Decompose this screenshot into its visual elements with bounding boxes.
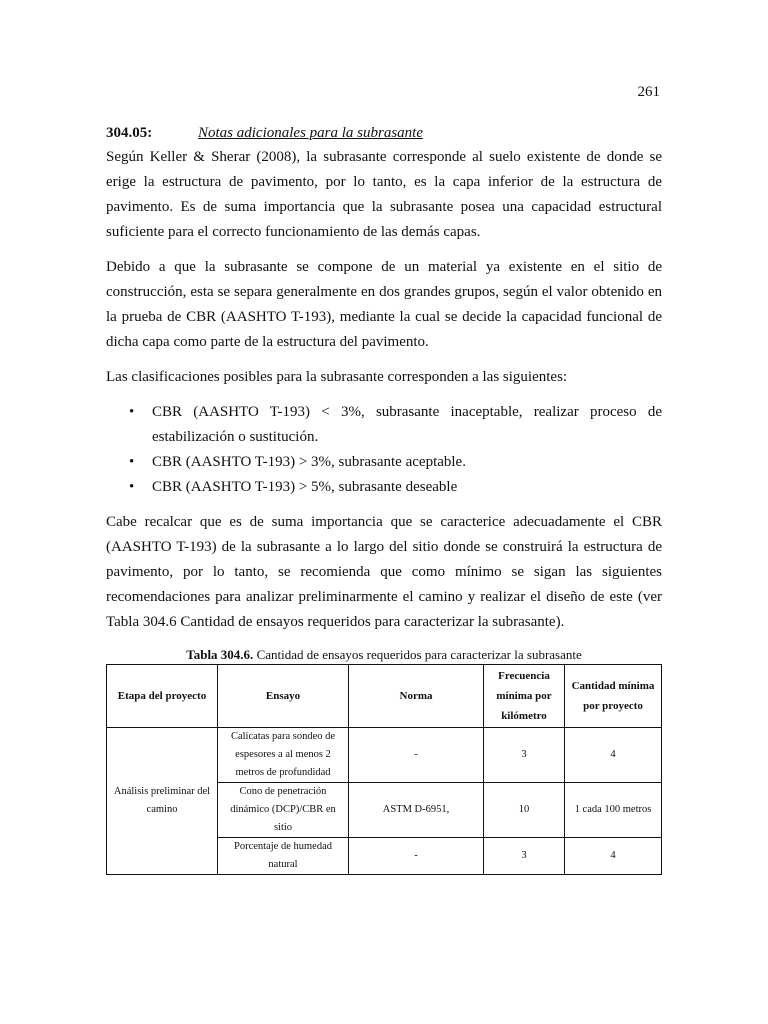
document-body bbox=[106, 121, 662, 875]
table-header-cell: Cantidad mínima por proyecto bbox=[565, 665, 662, 728]
table-cell: 10 bbox=[484, 783, 565, 838]
table-cell: - bbox=[349, 838, 484, 875]
section-heading bbox=[106, 121, 662, 145]
section-number: 304.05: bbox=[106, 125, 153, 141]
table-header-cell: Norma bbox=[349, 665, 484, 728]
table-header-row bbox=[107, 665, 662, 728]
table-caption-label: Tabla 304.6. bbox=[186, 647, 254, 662]
table-cell: Porcentaje de humedad natural bbox=[218, 838, 349, 875]
table-cell: ASTM D-6951, bbox=[349, 783, 484, 838]
list-item: • CBR (AASHTO T-193) > 3%, subrasante aceptable. bbox=[152, 450, 662, 475]
section-title: Notas adicionales para la subrasante bbox=[198, 125, 424, 141]
table-cell: 3 bbox=[484, 838, 565, 875]
paragraph-intro: Según Keller & Sherar (2008), la subrasante corresponde al suelo existente de donde se erige la estructura de pavimento, por lo tanto, es la capa inferior de la estructura de pavimento. Es de suma importancia que la subrasante posea una capacidad estructural suficiente para el correcto funcionamiento de las demás capas. bbox=[106, 149, 662, 240]
table-cell-stage: Análisis preliminar del camino bbox=[107, 728, 218, 875]
list-item: • CBR (AASHTO T-193) < 3%, subrasante inaceptable, realizar proceso de estabilización o sustitución. bbox=[152, 400, 662, 450]
table-row bbox=[107, 728, 662, 783]
table-header-cell: Etapa del proyecto bbox=[107, 665, 218, 728]
paragraph-recommendation: Cabe recalcar que es de suma importancia que se caracterice adecuadamente el CBR (AASHTO T-193) de la subrasante a lo largo del sitio donde se construirá la estructura de pavimento, por lo tanto, se recomienda que como mínimo se sigan las siguientes recomendaciones para analizar preliminarmente el camino y realizar el diseño de este (ver Tabla 304.6 Cantidad de ensayos requeridos para caracterizar la subrasante). bbox=[106, 514, 662, 630]
table-cell: 4 bbox=[565, 838, 662, 875]
table-cell: Calicatas para sondeo de espesores a al menos 2 metros de profundidad bbox=[218, 728, 349, 783]
tests-table bbox=[106, 664, 662, 875]
paragraph-classifications: Las clasificaciones posibles para la subrasante corresponden a las siguientes: bbox=[106, 369, 568, 385]
table-header-cell: Ensayo bbox=[218, 665, 349, 728]
paragraph-groups: Debido a que la subrasante se compone de un material ya existente en el sitio de construcción, esta se separa generalmente en dos grandes grupos, según el valor obtenido en la prueba de CBR (AASHTO T-193), mediante la cual se decide la capacidad funcional de dicha capa como parte de la estructura del pavimento. bbox=[106, 259, 662, 350]
page-number: 261 bbox=[637, 84, 660, 100]
table-caption bbox=[106, 646, 662, 664]
table-header-cell: Frecuencia mínima por kilómetro bbox=[484, 665, 565, 728]
table-cell: - bbox=[349, 728, 484, 783]
table-cell: 3 bbox=[484, 728, 565, 783]
table-cell: 1 cada 100 metros bbox=[565, 783, 662, 838]
table-cell: 4 bbox=[565, 728, 662, 783]
table-caption-text: Cantidad de ensayos requeridos para caracterizar la subrasante bbox=[253, 647, 582, 662]
table-cell: Cono de penetración dinámico (DCP)/CBR en sitio bbox=[218, 783, 349, 838]
list-item: • CBR (AASHTO T-193) > 5%, subrasante deseable bbox=[152, 475, 662, 500]
classification-list bbox=[106, 400, 662, 500]
